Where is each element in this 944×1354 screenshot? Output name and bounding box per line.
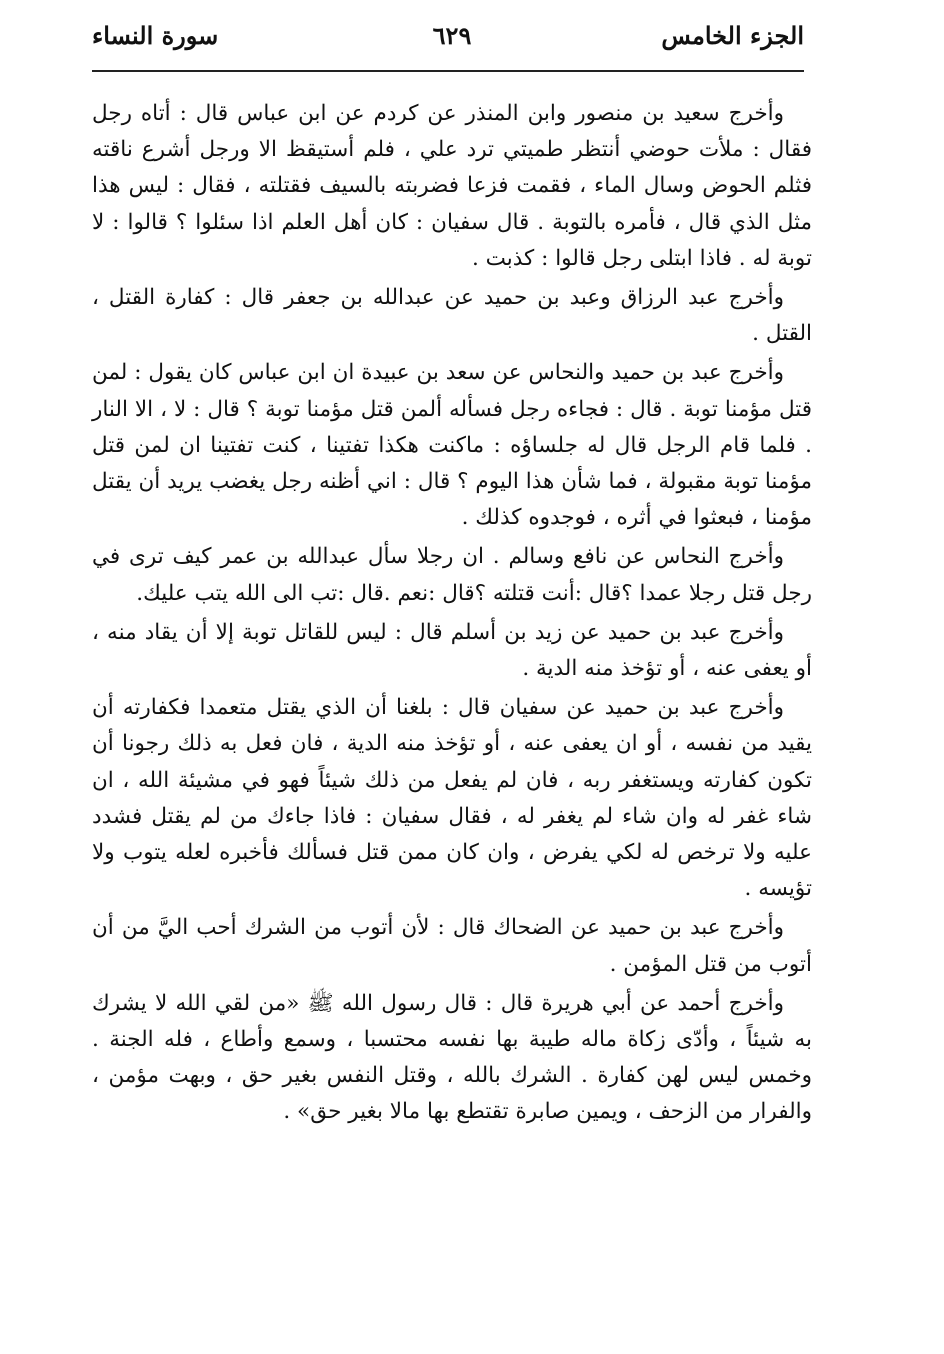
page-number: ٦٢٩ [432, 21, 472, 50]
header-divider [92, 70, 804, 72]
part-title: الجزء الخامس [661, 21, 804, 50]
paragraph: وأخرج سعيد بن منصور وابن المنذر عن كردم عن ابن عباس قال : أتاه رجل فقال : ملأت حوضي أنتظر طميتي ترد علي ، فلم أستيقظ الا ورجل أشرع ناقته فثلم الحوض وسال الماء ، فقمت فزعا فضربته بالسيف فقتلته ، فقال : ليس هذا مثل الذي قال ، فأمره بالتوبة . قال سفيان : كان أهل العلم اذا سئلوا ؟ قالوا : لا توبة له . فاذا ابتلى رجل قالوا : كذبت . [92, 101, 812, 271]
page-header [92, 20, 804, 64]
paragraph: وأخرج النحاس عن نافع وسالم . ان رجلا سأل عبدالله بن عمر كيف ترى في رجل قتل رجلا عمدا ؟قال :أنت قتلته ؟قال :نعم .قال :تب الى الله يتب عليك. [92, 544, 812, 606]
paragraph: وأخرج عبد بن حميد عن زيد بن أسلم قال : ليس للقاتل توبة إلا أن يقاد منه ، أو يعفى عنه ، أو تؤخذ منه الدية . [92, 619, 812, 682]
page-body [92, 96, 812, 1134]
paragraph: وأخرج عبد بن حميد والنحاس عن سعد بن عبيدة ان ابن عباس كان يقول : لمن قتل مؤمنا توبة . قال : فجاءه رجل فسأله ألمن قتل مؤمنا توبة ؟ قال : لا ، الا النار . فلما قام الرجل قال له جلساؤه : ماكنت هكذا تفتينا ، كنت تفتينا ان لمن قتل مؤمنا توبة مقبولة ، فما شأن هذا اليوم ؟ قال : اني أظنه رجل يغضب يريد أن يقتل مؤمنا ، فبعثوا في أثره ، فوجدوه كذلك . [92, 360, 812, 531]
paragraph: وأخرج عبد الرزاق وعبد بن حميد عن عبدالله بن جعفر قال : كفارة القتل ، القتل . [92, 285, 812, 347]
paragraph: وأخرج عبد بن حميد عن الضحاك قال : لأن أتوب من الشرك أحب اليَّ من أن أتوب من قتل المؤمن . [92, 915, 812, 977]
paragraph: وأخرج عبد بن حميد عن سفيان قال : بلغنا أن الذي يقتل متعمدا فكفارته أن يقيد من نفسه ، أو ان يعفى عنه ، أو تؤخذ منه الدية ، فان فعل به ذلك رجونا أن تكون كفارته ويستغفر ربه ، فان لم يفعل من ذلك شيئاً فهو في مشيئة الله ، ان شاء غفر له وان شاء لم يغفر له ، فقال سفيان : فاذا جاءك من لم يقتل فشدد عليه ولا ترخص له لكي يفرض ، وان كان ممن قتل فسألك فأخبره لعله يتوب ولا تؤيسه . [92, 695, 812, 902]
paragraph: وأخرج أحمد عن أبي هريرة قال : قال رسول الله ﷺ «من لقي الله لا يشرك به شيئاً ، وأدّى زكاة ماله طيبة بها نفسه محتسبا ، وسمع وأطاع ، فله الجنة . وخمس ليس لهن كفارة . الشرك بالله ، وقتل النفس بغير حق ، وبهت مؤمن ، والفرار من الزحف ، ويمين صابرة تقتطع بها مالا بغير حق» . [92, 990, 812, 1125]
surah-title: سورة النساء [92, 21, 219, 50]
